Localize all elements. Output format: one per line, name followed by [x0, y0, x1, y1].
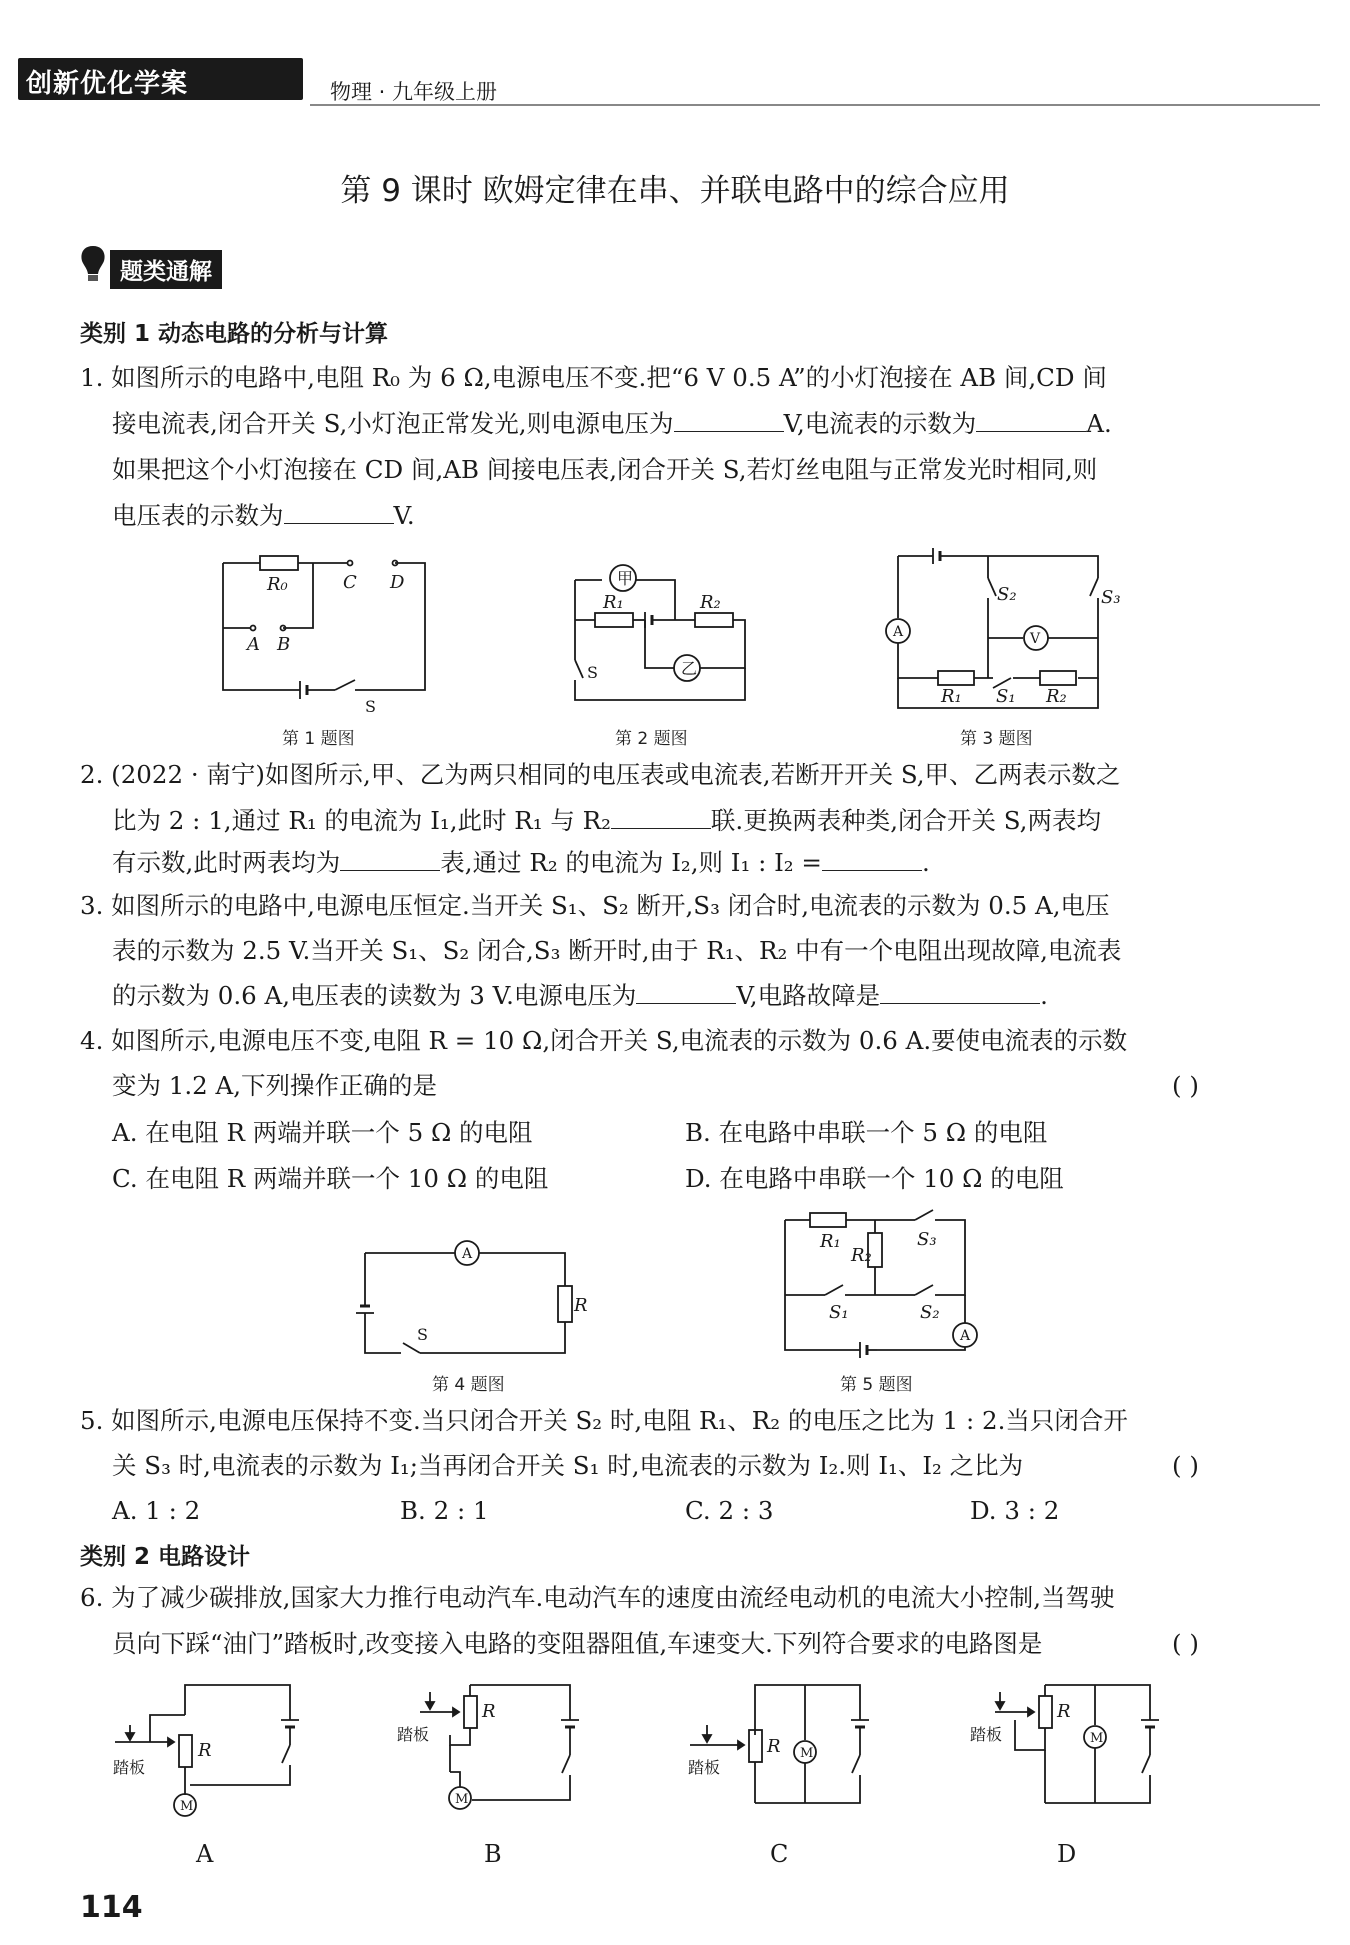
category-2-label: 类别 2 电路设计: [80, 1544, 251, 1570]
q3-l3b: V,电路故障是: [736, 981, 881, 1010]
switch-s2: [915, 1285, 933, 1295]
q1-line1: 1. 如图所示的电路中,电阻 R₀ 为 6 Ω,电源电压不变.把“6 V 0.5 A”的小灯泡接在 AB 间,CD 间: [80, 363, 1107, 392]
label-a: A: [247, 634, 260, 655]
resistor-r2: [695, 613, 733, 627]
label-s: S: [587, 663, 598, 682]
wire: [479, 1253, 565, 1286]
label-s3: S₃: [1101, 587, 1121, 608]
q2-blank-ratio[interactable]: [822, 844, 922, 871]
q6-option-a-label[interactable]: A: [196, 1840, 214, 1868]
q3-l3a: 的示数为 0.6 A,电压表的读数为 3 V.电源电压为: [112, 981, 637, 1010]
label-s3: S₃: [917, 1229, 937, 1250]
label-pedal: 踏板: [397, 1725, 430, 1744]
header-rule: [310, 104, 1320, 106]
wire: [420, 1322, 565, 1353]
figure-3-circuit: [893, 548, 1121, 718]
q2-l2b: 联.更换两表种类,闭合开关 S,两表均: [710, 806, 1101, 835]
arrowhead: [1028, 1708, 1034, 1716]
section-tag: 题类通解: [110, 250, 222, 289]
arrowhead: [738, 1741, 744, 1749]
q2-l3c: .: [921, 848, 930, 877]
q3-line3: [80, 973, 1048, 1019]
lesson-title: 第 9 课时 欧姆定律在串、并联电路中的综合应用: [340, 173, 1010, 209]
wire: [1015, 1720, 1045, 1750]
q1-blank-current[interactable]: [976, 405, 1086, 432]
resistor-r1: [810, 1213, 846, 1227]
q4-answer-paren[interactable]: ( ): [1172, 1071, 1199, 1100]
switch-s: [403, 1343, 420, 1353]
label-s: S: [365, 697, 376, 716]
label-s2: S₂: [920, 1302, 940, 1323]
q3-l3c: .: [1040, 981, 1048, 1010]
q6-line1: 6. 为了减少碳排放,国家大力推行电动汽车.电动汽车的速度由流经电动机的电流大小控制,当驾驶: [80, 1583, 1115, 1612]
wire: [1045, 1775, 1150, 1803]
q2-line1: 2. (2022 · 南宁)如图所示,甲、乙为两只相同的电压表或电流表,若断开开关 S,甲、乙两表示数之: [80, 760, 1121, 789]
label-pedal: 踏板: [688, 1758, 721, 1777]
terminal-c: [348, 561, 353, 566]
label-voltmeter: V: [1030, 631, 1041, 647]
q4-option-a[interactable]: A. 在电阻 R 两端并联一个 5 Ω 的电阻: [112, 1118, 533, 1147]
q1-line3: 如果把这个小灯泡接在 CD 间,AB 间接电压表,闭合开关 S,若灯丝电阻与正常发光时相同,则: [112, 455, 1098, 484]
q1-blank-voltage[interactable]: [674, 405, 784, 432]
arrowhead: [426, 1702, 434, 1709]
arrowhead: [703, 1735, 711, 1742]
arrowhead: [168, 1738, 174, 1746]
label-jia: 甲: [617, 569, 634, 588]
q1-l2b: V,电流表的示数为: [783, 409, 977, 438]
resistor-r: [558, 1286, 572, 1322]
q5-option-d[interactable]: D. 3 : 2: [970, 1496, 1060, 1525]
figure-3-caption: 第 3 题图: [960, 729, 1033, 749]
wire: [190, 1765, 290, 1785]
figure-5-circuit: [785, 1215, 995, 1355]
q6-answer-paren[interactable]: ( ): [1172, 1629, 1199, 1658]
figure-5-caption: 第 5 题图: [840, 1375, 913, 1395]
label-ammeter: A: [462, 1246, 473, 1262]
wire: [636, 580, 675, 620]
q6-option-a-circuit[interactable]: [110, 1680, 310, 1830]
rheostat-r: [464, 1696, 477, 1728]
q2-l2a: 比为 2 : 1,通过 R₁ 的电流为 I₁,此时 R₁ 与 R₂: [112, 806, 611, 835]
resistor-r2: [1040, 671, 1076, 685]
resistor-r1: [938, 671, 974, 685]
label-c: C: [343, 572, 357, 593]
label-motor: M: [455, 1792, 469, 1807]
label-pedal: 踏板: [970, 1725, 1003, 1744]
wire: [223, 563, 300, 690]
label-yi: 乙: [681, 659, 698, 678]
q4-option-d[interactable]: D. 在电路中串联一个 10 Ω 的电阻: [685, 1164, 1064, 1193]
wire: [283, 563, 313, 628]
terminal-a: [251, 626, 256, 631]
q5-option-a[interactable]: A. 1 : 2: [112, 1496, 201, 1525]
label-d: D: [390, 572, 405, 593]
label-r0: R₀: [267, 574, 288, 595]
rheostat-r: [179, 1735, 192, 1767]
q4-option-b[interactable]: B. 在电路中串联一个 5 Ω 的电阻: [685, 1118, 1048, 1147]
q2-l3b: 表,通过 R₂ 的电流为 I₂,则 I₁ : I₂ =: [440, 848, 822, 877]
q3-line2: 表的示数为 2.5 V.当开关 S₁、S₂ 闭合,S₃ 断开时,由于 R₁、R₂ 中有一个电阻出现故障,电流表: [112, 936, 1122, 965]
switch-s3: [1090, 578, 1098, 596]
label-motor: M: [180, 1799, 194, 1814]
q6-option-b-label[interactable]: B: [484, 1840, 502, 1868]
wire: [645, 620, 674, 668]
q2-blank-meter[interactable]: [340, 844, 440, 871]
q6-option-b-circuit[interactable]: [397, 1680, 600, 1830]
label-r1: R₁: [820, 1231, 841, 1252]
subject-label: 物理 · 九年级上册: [330, 80, 498, 104]
q5-option-b[interactable]: B. 2 : 1: [400, 1496, 489, 1525]
label-r2: R₂: [851, 1245, 872, 1266]
q1-l4a: 电压表的示数为: [112, 501, 284, 530]
q2-l3a: 有示数,此时两表均为: [112, 848, 341, 877]
label-r: R: [574, 1295, 588, 1316]
switch: [562, 1755, 570, 1773]
figure-1-circuit: [215, 548, 415, 716]
page-number: 114: [80, 1890, 143, 1925]
q1-line2: [80, 401, 1112, 447]
figure-1-caption: 第 1 题图: [282, 729, 355, 749]
label-pedal: 踏板: [113, 1758, 146, 1777]
label-b: B: [277, 634, 291, 655]
q6-option-d-circuit[interactable]: [970, 1680, 1170, 1830]
wire: [877, 1347, 965, 1350]
q3-blank-fault[interactable]: [880, 977, 1040, 1004]
q4-line2: 变为 1.2 A,下列操作正确的是: [112, 1071, 438, 1100]
q2-line2: [80, 798, 1101, 844]
q1-blank-voltmeter[interactable]: [284, 497, 394, 524]
figure-4-caption: 第 4 题图: [432, 1375, 505, 1395]
q1-line4: [80, 493, 415, 539]
switch: [282, 1745, 290, 1763]
label-r1: R₁: [603, 592, 624, 613]
wire: [935, 1275, 965, 1295]
wire: [575, 668, 745, 700]
q6-option-c-circuit[interactable]: [685, 1680, 885, 1830]
switch-s: [335, 680, 355, 690]
label-r2: R₂: [700, 592, 721, 613]
rheostat-r: [1039, 1696, 1052, 1728]
label-r: R: [198, 1740, 212, 1761]
wire: [898, 643, 938, 678]
figure-4-circuit: [365, 1238, 588, 1358]
label-r: R: [1057, 1701, 1071, 1722]
label-r1: R₁: [941, 686, 962, 707]
label-motor: M: [800, 1746, 814, 1761]
label-s1: S₁: [829, 1302, 849, 1323]
q4-option-c[interactable]: C. 在电阻 R 两端并联一个 10 Ω 的电阻: [112, 1164, 549, 1193]
label-s1: S₁: [996, 686, 1016, 707]
wire: [940, 556, 1098, 578]
arrowhead: [453, 1708, 459, 1716]
q2-line3: [80, 840, 930, 886]
q5-answer-paren[interactable]: ( ): [1172, 1451, 1199, 1480]
wire: [450, 1772, 460, 1787]
wire: [150, 1715, 185, 1722]
wire: [472, 1775, 570, 1800]
wire: [755, 1685, 860, 1720]
figure-2-circuit: [575, 560, 775, 710]
resistor-r1: [595, 613, 633, 627]
wire: [935, 1220, 965, 1275]
label-ammeter: A: [893, 624, 904, 640]
q1-l2a: 接电流表,闭合开关 S,小灯泡正常发光,则电源电压为: [112, 409, 674, 438]
q5-line1: 5. 如图所示,电源电压保持不变.当只闭合开关 S₂ 时,电阻 R₁、R₂ 的电压之比为 1 : 2.当只闭合开: [80, 1406, 1128, 1435]
wire: [755, 1775, 860, 1803]
label-ammeter: A: [960, 1328, 971, 1344]
switch: [1142, 1755, 1150, 1773]
q5-option-c[interactable]: C. 2 : 3: [685, 1496, 774, 1525]
q5-line2: 关 S₃ 时,电流表的示数为 I₁;当再闭合开关 S₁ 时,电流表的示数为 I₂.则 I₁、I₂ 之比为: [112, 1451, 1024, 1480]
figure-2-caption: 第 2 题图: [615, 729, 688, 749]
switch-s3: [915, 1210, 933, 1220]
label-s2: S₂: [997, 584, 1017, 605]
q1-l2c: A.: [1086, 409, 1112, 438]
q3-line1: 3. 如图所示的电路中,电源电压恒定.当开关 S₁、S₂ 断开,S₃ 闭合时,电流表的示数为 0.5 A,电压: [80, 891, 1110, 920]
label-r: R: [482, 1701, 496, 1722]
lightbulb-icon: [78, 244, 108, 284]
switch-s2: [988, 578, 996, 596]
switch: [852, 1755, 860, 1773]
arrowhead: [996, 1702, 1004, 1709]
q4-line1: 4. 如图所示,电源电压不变,电阻 R = 10 Ω,闭合开关 S,电流表的示数为 0.6 A.要使电流表的示数: [80, 1026, 1128, 1055]
brand-logo: 创新优化学案: [26, 69, 189, 99]
switch-s: [575, 660, 583, 678]
label-motor: M: [1090, 1731, 1104, 1746]
label-r2: R₂: [1046, 686, 1067, 707]
wire: [365, 1313, 401, 1353]
q6-line2: 员向下踩“油门”踏板时,改变接入电路的变阻器阻值,车速变大.下列符合要求的电路图是: [112, 1629, 1043, 1658]
q6-option-c-label[interactable]: C: [770, 1840, 789, 1868]
q2-blank-connection[interactable]: [611, 802, 711, 829]
arrowhead: [126, 1733, 134, 1740]
resistor-r0: [260, 556, 298, 570]
wire: [450, 1728, 470, 1745]
label-s: S: [417, 1325, 428, 1344]
q1-l4b: V.: [393, 501, 415, 530]
q6-option-d-label[interactable]: D: [1057, 1840, 1077, 1868]
category-1-label: 类别 1 动态电路的分析与计算: [80, 321, 389, 347]
wire: [185, 1685, 290, 1720]
switch-s1: [825, 1285, 843, 1295]
label-r: R: [767, 1736, 781, 1757]
q3-blank-voltage[interactable]: [636, 977, 736, 1004]
